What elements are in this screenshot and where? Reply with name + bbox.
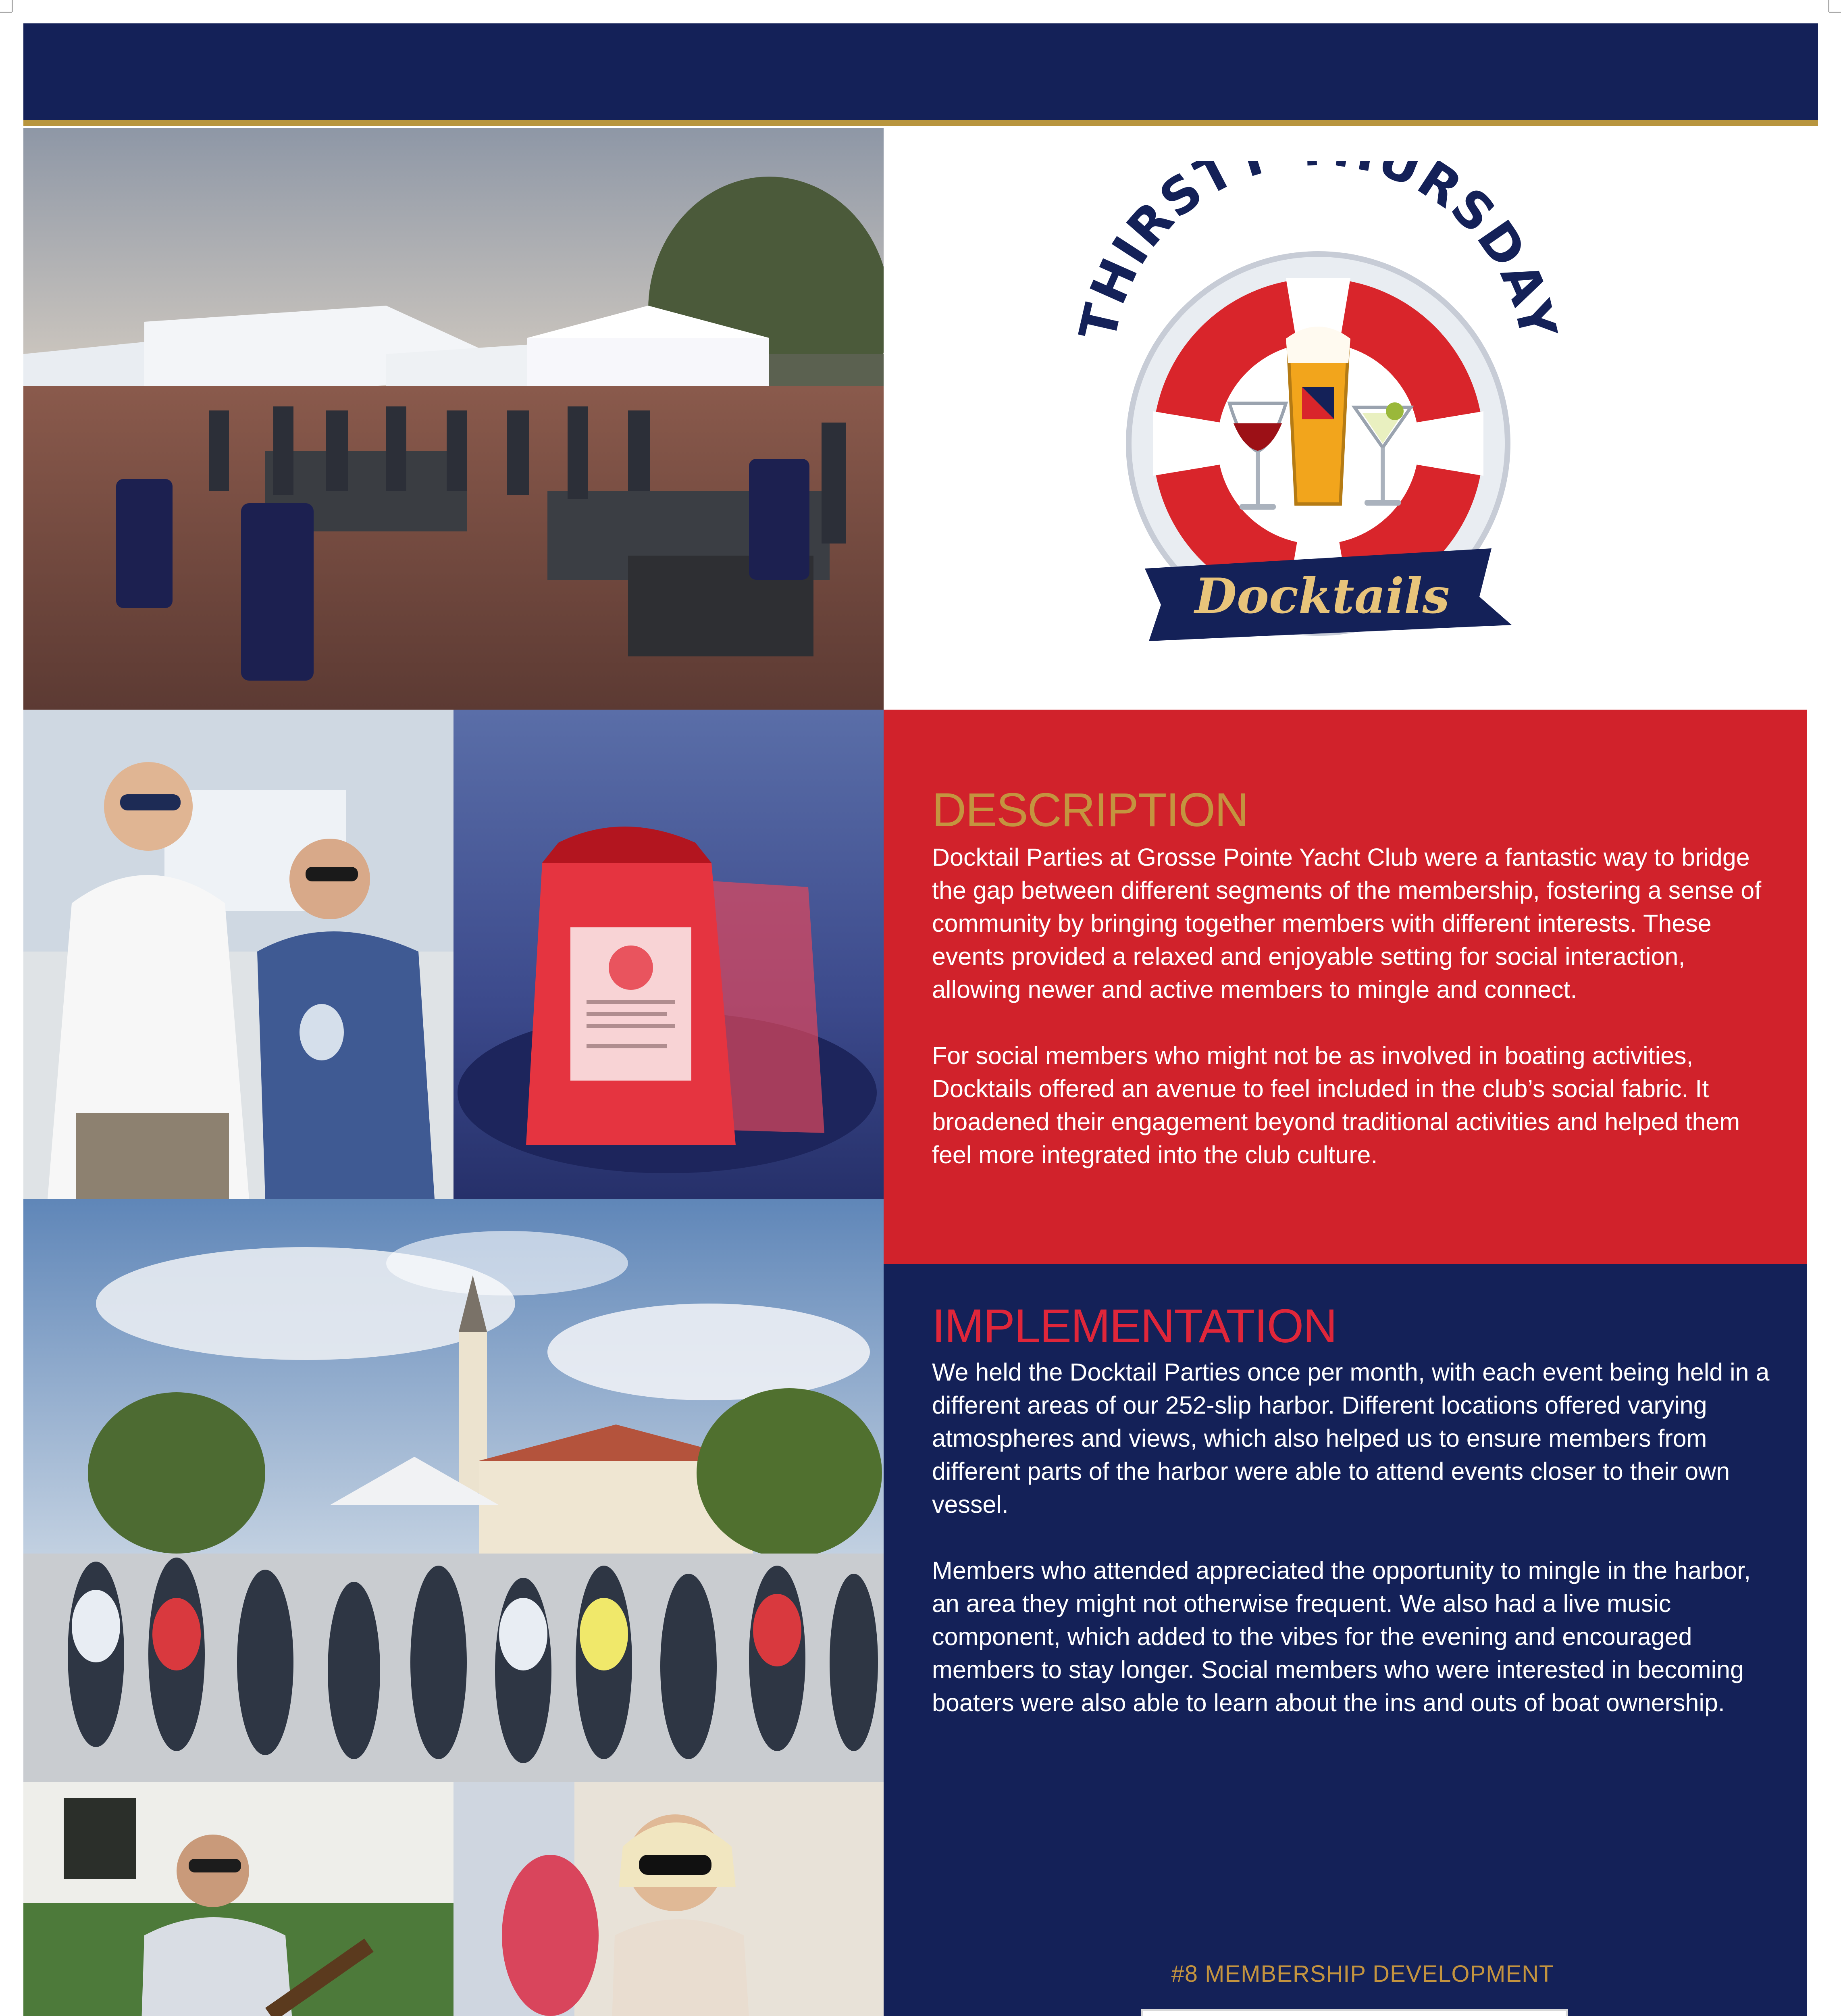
header-gold-rule (23, 120, 1818, 126)
photo-smiling-member (453, 1782, 884, 2016)
description-body (932, 841, 1770, 1204)
implementation-paragraph-2: Members who attended appreciated the opportunity to mingle in the harbor, an area they might not otherwise frequent. We also had a live music component, which added to the vibes for the evening and encouraged members to stay longer. Social members who were interested in becoming boaters were also able to learn about the ins and outs of boat ownership. (932, 1557, 1751, 1716)
crop-mark-icon (0, 0, 16, 16)
photo-gift-bag (453, 710, 884, 1199)
logo-top-text: THIRST URSDAY (1068, 161, 1568, 346)
implementation-body (932, 1356, 1779, 1752)
photo-two-members (23, 710, 453, 1199)
description-title: DESCRIPTION (932, 783, 1248, 837)
description-paragraph-1: Docktail Parties at Grosse Pointe Yacht Club were a fantastic way to bridge the gap between different segments of the membership, fostering a sense of community by bringing together members with different interests. These events provided a relaxed and enjoyable setting for social interaction, allowing newer and active members to mingle and connect. (932, 843, 1762, 1003)
photo-live-music (23, 1782, 453, 2016)
logo-banner-text: Docktails (1194, 568, 1450, 625)
photo-clubhouse-gathering (23, 1199, 884, 1782)
description-paragraph-2: For social members who might not be as involved in boating activities, Docktails offered an avenue to feel included in the club’s social fabric. It broadened their engagement beyond traditional activities and helped them feel more integrated into the club culture. (932, 1042, 1740, 1168)
implementation-paragraph-1: We held the Docktail Parties once per month, with each event being held in a different areas of our 252-slip harbor. Different locations offered varying atmospheres and views, which also helped us to ensure members from different parts of the harbor were able to attend events closer to their own vessel. (932, 1358, 1770, 1518)
implementation-title: IMPLEMENTATION (932, 1300, 1337, 1353)
thirsty-thursday-logo (1056, 161, 1580, 685)
description-panel (884, 710, 1807, 1264)
header-bar (23, 23, 1818, 120)
implementation-panel (884, 1264, 1807, 2016)
crop-mark-icon (1825, 0, 1841, 16)
photo-marina-party (23, 128, 884, 710)
contact-card (1141, 2009, 1568, 2016)
category-badge: #8 MEMBERSHIP DEVELOPMENT (1171, 1961, 1554, 1987)
